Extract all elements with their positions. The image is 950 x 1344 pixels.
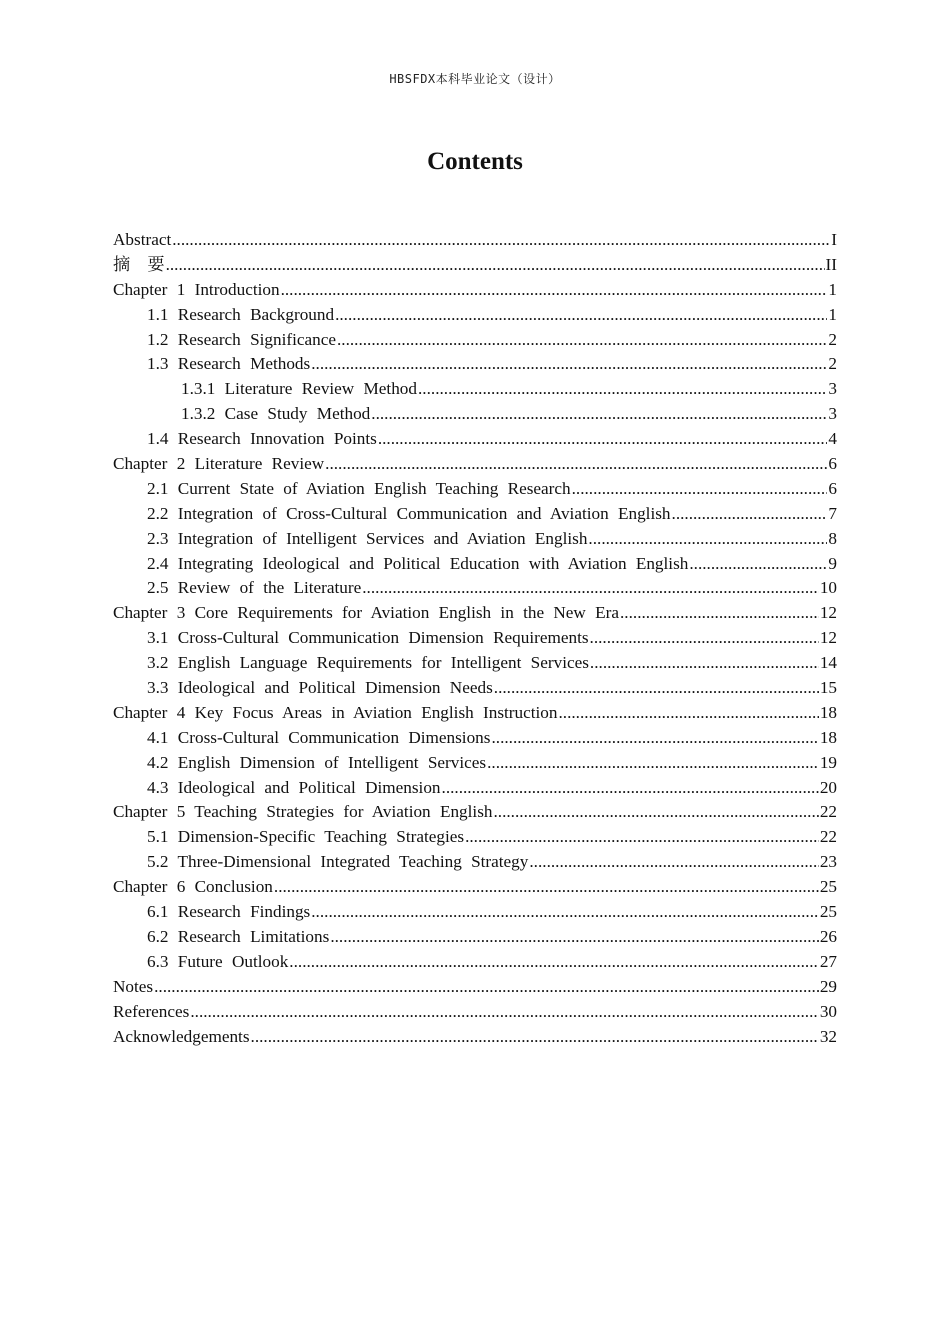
toc-dot-leader bbox=[590, 651, 819, 676]
toc-entry[interactable] bbox=[113, 377, 837, 402]
toc-entry-title: Chapter 5 Teaching Strategies for Aviation English bbox=[113, 802, 493, 822]
toc-entry-title: 6.3 Future Outlook bbox=[147, 951, 289, 971]
toc-dot-leader bbox=[529, 850, 818, 875]
toc-entry-title: 1.2 Research Significance bbox=[147, 329, 336, 349]
toc-page-number: 2 bbox=[828, 329, 837, 349]
toc-entry-title: 摘 要 bbox=[113, 254, 165, 274]
toc-page-number: 22 bbox=[819, 802, 837, 822]
toc-entry-title: Chapter 6 Conclusion bbox=[113, 877, 273, 897]
toc-entry[interactable] bbox=[113, 601, 837, 626]
toc-dot-leader bbox=[190, 1000, 818, 1025]
toc-entry-title: 2.2 Integration of Cross-Cultural Communication and Aviation English bbox=[147, 503, 671, 523]
toc-page-number: 18 bbox=[819, 727, 837, 747]
toc-entry[interactable] bbox=[113, 427, 837, 452]
toc-page-number: 30 bbox=[819, 1001, 837, 1021]
toc-page-number: 9 bbox=[828, 553, 837, 573]
toc-page-number: 25 bbox=[819, 902, 837, 922]
toc-page-number: 1 bbox=[828, 304, 837, 324]
toc-entry[interactable] bbox=[113, 527, 837, 552]
toc-page-number: 20 bbox=[819, 777, 837, 797]
toc-entry[interactable] bbox=[113, 253, 837, 278]
toc-dot-leader bbox=[491, 726, 818, 751]
toc-page-number: 12 bbox=[819, 603, 837, 623]
toc-page-number: 7 bbox=[828, 503, 837, 523]
toc-entry[interactable] bbox=[113, 751, 837, 776]
toc-entry-title: 3.2 English Language Requirements for Intelligent Services bbox=[147, 653, 589, 673]
toc-page-number: 19 bbox=[819, 752, 837, 772]
toc-page-number: I bbox=[831, 230, 837, 249]
toc-entry[interactable] bbox=[113, 1025, 837, 1050]
toc-entry-title: 1.3 Research Methods bbox=[147, 354, 311, 374]
toc-entry-title: 1.1 Research Background bbox=[147, 304, 335, 324]
toc-entry-title: Chapter 1 Introduction bbox=[113, 279, 280, 299]
toc-entry[interactable] bbox=[113, 975, 837, 1000]
toc-entry-title: Abstract bbox=[113, 230, 172, 249]
toc-page-number: 6 bbox=[828, 454, 837, 474]
toc-page-number: 29 bbox=[819, 976, 837, 996]
toc-entry[interactable] bbox=[113, 477, 837, 502]
toc-dot-leader bbox=[487, 751, 819, 776]
toc-dot-leader bbox=[672, 502, 828, 527]
toc-entry[interactable] bbox=[113, 228, 837, 253]
toc-entry[interactable] bbox=[113, 303, 837, 328]
toc-page-number: II bbox=[825, 254, 837, 274]
toc-dot-leader bbox=[620, 601, 819, 626]
toc-dot-leader bbox=[325, 452, 827, 477]
toc-entry[interactable] bbox=[113, 352, 837, 377]
toc-entry[interactable] bbox=[113, 776, 837, 801]
toc-entry-title: Chapter 3 Core Requirements for Aviation English in the New Era bbox=[113, 603, 619, 623]
toc-entry[interactable] bbox=[113, 1000, 837, 1025]
page-header: HBSFDX本科毕业论文（设计） bbox=[389, 72, 561, 86]
toc-page-number: 1 bbox=[828, 279, 837, 299]
toc-entry-title: 2.1 Current State of Aviation English Teaching Research bbox=[147, 478, 571, 498]
toc-entry[interactable] bbox=[113, 452, 837, 477]
toc-entry[interactable] bbox=[113, 552, 837, 577]
toc-entry-title: 6.2 Research Limitations bbox=[147, 926, 330, 946]
toc-page-number: 22 bbox=[819, 827, 837, 847]
toc-dot-leader bbox=[572, 477, 828, 502]
toc-dot-leader bbox=[281, 278, 828, 303]
toc-dot-leader bbox=[362, 576, 819, 601]
toc-entry-title: 2.3 Integration of Intelligent Services and Aviation English bbox=[147, 528, 588, 548]
toc-entry-title: Chapter 2 Literature Review bbox=[113, 454, 325, 474]
toc-entry[interactable] bbox=[113, 900, 837, 925]
toc-entry[interactable] bbox=[113, 576, 837, 601]
toc-entry-title: 3.1 Cross-Cultural Communication Dimension Requirements bbox=[147, 628, 589, 648]
toc-dot-leader bbox=[418, 377, 827, 402]
toc-entry-title: 4.2 English Dimension of Intelligent Services bbox=[147, 752, 487, 772]
toc-dot-leader bbox=[588, 527, 827, 552]
toc-dot-leader bbox=[289, 950, 819, 975]
toc-entry[interactable] bbox=[113, 676, 837, 701]
toc-page-number: 4 bbox=[828, 429, 837, 449]
toc-entry-title: 5.2 Three-Dimensional Integrated Teaching Strategy bbox=[147, 852, 529, 872]
toc-dot-leader bbox=[378, 427, 828, 452]
toc-entry[interactable] bbox=[113, 925, 837, 950]
toc-entry-title: Notes bbox=[113, 976, 154, 996]
toc-entry-title: 6.1 Research Findings bbox=[147, 902, 311, 922]
toc-entry[interactable] bbox=[113, 651, 837, 676]
toc-dot-leader bbox=[166, 253, 825, 278]
toc-entry-title: 3.3 Ideological and Political Dimension Needs bbox=[147, 678, 493, 698]
toc-entry[interactable] bbox=[113, 402, 837, 427]
toc-entry[interactable] bbox=[113, 626, 837, 651]
toc-page-number: 15 bbox=[819, 678, 837, 698]
toc-dot-leader bbox=[337, 328, 827, 353]
toc-entry[interactable] bbox=[113, 800, 837, 825]
toc-entry-title: References bbox=[113, 1001, 190, 1021]
table-of-contents bbox=[113, 228, 837, 1049]
toc-page-number: 27 bbox=[819, 951, 837, 971]
toc-entry-title: 4.1 Cross-Cultural Communication Dimensions bbox=[147, 727, 491, 747]
toc-dot-leader bbox=[311, 900, 819, 925]
toc-dot-leader bbox=[442, 776, 819, 801]
toc-page-number: 32 bbox=[819, 1026, 837, 1046]
toc-dot-leader bbox=[311, 352, 827, 377]
toc-entry-title: 1.3.2 Case Study Method bbox=[181, 404, 371, 424]
toc-page-number: 8 bbox=[828, 528, 837, 548]
toc-entry[interactable] bbox=[113, 701, 837, 726]
toc-dot-leader bbox=[493, 800, 818, 825]
toc-dot-leader bbox=[274, 875, 819, 900]
toc-dot-leader bbox=[251, 1025, 819, 1050]
toc-page-number: 6 bbox=[828, 478, 837, 498]
toc-page-number: 3 bbox=[828, 379, 837, 399]
toc-entry[interactable] bbox=[113, 726, 837, 751]
toc-dot-leader bbox=[494, 676, 819, 701]
page-title: Contents bbox=[427, 148, 523, 175]
toc-dot-leader bbox=[689, 552, 827, 577]
toc-entry[interactable] bbox=[113, 950, 837, 975]
toc-dot-leader bbox=[558, 701, 818, 726]
toc-page-number: 10 bbox=[819, 578, 837, 598]
toc-page-number: 2 bbox=[828, 354, 837, 374]
toc-entry-title: 4.3 Ideological and Political Dimension bbox=[147, 777, 441, 797]
toc-dot-leader bbox=[172, 228, 830, 253]
toc-dot-leader bbox=[590, 626, 819, 651]
toc-entry[interactable] bbox=[113, 850, 837, 875]
toc-dot-leader bbox=[465, 825, 819, 850]
toc-page-number: 3 bbox=[828, 404, 837, 424]
toc-entry-title: 2.5 Review of the Literature bbox=[147, 578, 362, 598]
toc-dot-leader bbox=[330, 925, 819, 950]
toc-page-number: 26 bbox=[819, 926, 837, 946]
toc-entry[interactable] bbox=[113, 328, 837, 353]
toc-page-number: 25 bbox=[819, 877, 837, 897]
toc-entry-title: Acknowledgements bbox=[113, 1026, 250, 1046]
toc-dot-leader bbox=[371, 402, 827, 427]
toc-entry[interactable] bbox=[113, 825, 837, 850]
toc-dot-leader bbox=[335, 303, 827, 328]
toc-entry-title: 1.3.1 Literature Review Method bbox=[181, 379, 417, 399]
toc-entry[interactable] bbox=[113, 875, 837, 900]
toc-entry[interactable] bbox=[113, 278, 837, 303]
toc-entry-title: 2.4 Integrating Ideological and Political Education with Aviation English bbox=[147, 553, 689, 573]
toc-entry-title: 1.4 Research Innovation Points bbox=[147, 429, 377, 449]
toc-entry-title: Chapter 4 Key Focus Areas in Aviation English Instruction bbox=[113, 702, 558, 722]
toc-dot-leader bbox=[154, 975, 819, 1000]
toc-page-number: 12 bbox=[819, 628, 837, 648]
toc-page-number: 18 bbox=[819, 702, 837, 722]
toc-entry-title: 5.1 Dimension-Specific Teaching Strategies bbox=[147, 827, 465, 847]
toc-page-number: 14 bbox=[819, 653, 837, 673]
toc-page-number: 23 bbox=[819, 852, 837, 872]
toc-entry[interactable] bbox=[113, 502, 837, 527]
